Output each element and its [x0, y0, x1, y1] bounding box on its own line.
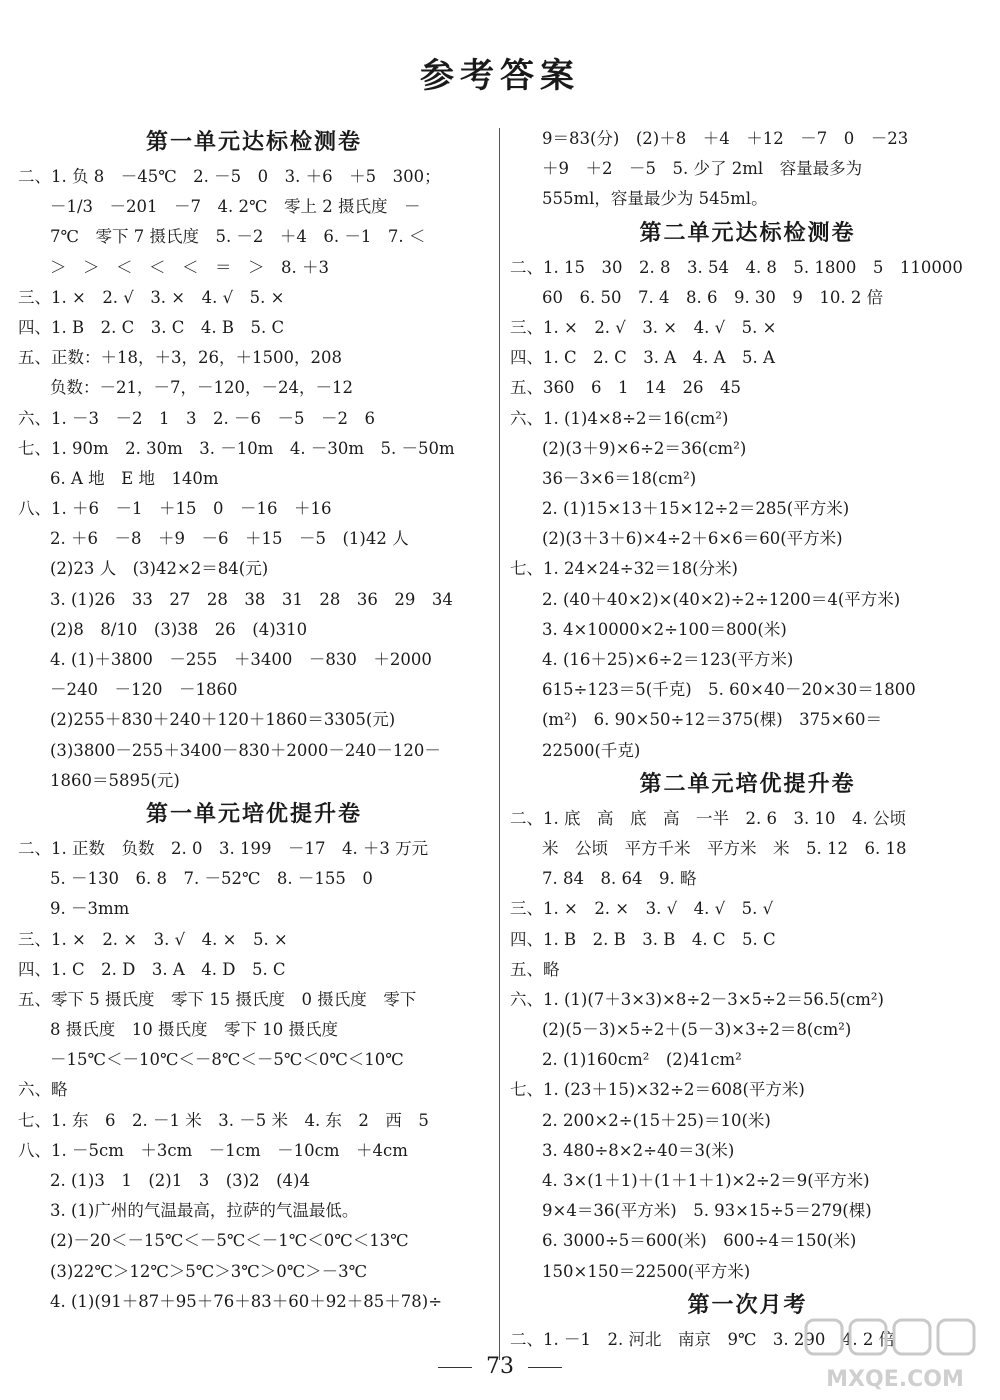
answer-line: 2. (1)15×13＋15×12÷2＝285(平方米)	[542, 499, 850, 519]
answer-line: (2)(3＋9)×6÷2＝36(cm²)	[542, 438, 747, 458]
answer-line: 7. 84 8. 64 9. 略	[542, 869, 697, 889]
answer-line: 8 摄氏度 10 摄氏度 零下 10 摄氏度	[50, 1020, 338, 1040]
answer-line: 2. (1)3 1 (2)1 3 (3)2 (4)4	[50, 1171, 310, 1190]
section-heading: 第二单元达标检测卷	[639, 220, 856, 246]
answer-line: (3)22℃＞12℃＞5℃＞3℃＞0℃＞－3℃	[50, 1261, 368, 1281]
answer-line: 五、略	[510, 959, 560, 979]
answer-line: 9×4＝36(平方米) 5. 93×15÷5＝279(棵)	[542, 1201, 872, 1221]
answer-line: 2. 200×2÷(15＋25)＝10(米)	[542, 1110, 771, 1130]
section-heading: 第二单元培优提升卷	[639, 771, 856, 797]
answer-line: 2. ＋6 －8 ＋9 －6 ＋15 －5 (1)42 人	[50, 529, 409, 549]
answer-line: 三、1. × 2. × 3. √ 4. √ 5. √	[510, 899, 774, 919]
answer-line: 4. 3×(1＋1)＋(1＋1＋1)×2÷2＝9(平方米)	[542, 1171, 870, 1190]
answer-line: 3. (1)广州的气温最高，拉萨的气温最低。	[50, 1201, 359, 1221]
footer-dash-right	[528, 1367, 562, 1368]
watermark-text: MXQE.COM	[826, 1367, 964, 1392]
answer-line: (2)(3＋3＋6)×4÷2＋6×6＝60(平方米)	[542, 529, 843, 549]
answer-line: 9. －3mm	[50, 899, 130, 919]
answer-column-right	[510, 124, 985, 1355]
answer-line: 五、零下 5 摄氏度 零下 15 摄氏度 0 摄氏度 零下	[18, 989, 417, 1009]
answer-line: (2)－20＜－15℃＜－5℃＜－1℃＜0℃＜13℃	[50, 1231, 409, 1251]
answer-line: 4. (1)＋3800 －255 ＋3400 －830 ＋2000	[50, 650, 432, 669]
answer-line: 二、1. 正数 负数 2. 0 3. 199 －17 4. ＋3 万元	[18, 838, 429, 858]
answer-line: 六、略	[18, 1080, 68, 1100]
answer-line: 36－3×6＝18(cm²)	[542, 468, 697, 488]
answer-line: 3. 4×10000×2÷100＝800(米)	[542, 619, 787, 639]
answer-line: (m²) 6. 90×50÷12＝375(棵) 375×60＝	[542, 710, 882, 730]
answer-line: (2)23 人 (3)42×2＝84(元)	[50, 559, 269, 579]
answer-line: 2. (1)160cm² (2)41cm²	[542, 1050, 742, 1070]
answer-line: 60 6. 50 7. 4 8. 6 9. 30 9 10. 2 倍	[542, 287, 884, 307]
answer-line: －240 －120 －1860	[50, 680, 238, 700]
answer-line: (2)8 8/10 (3)38 26 (4)310	[50, 619, 308, 639]
answer-line: 7℃ 零下 7 摄氏度 5. －2 ＋4 6. －1 7. ＜	[50, 227, 426, 247]
answer-line: 4. (1)(91＋87＋95＋76＋83＋60＋92＋85＋78)÷	[50, 1291, 443, 1311]
answer-line: 五、360 6 1 14 26 45	[510, 378, 741, 398]
answer-line: 9＝83(分) (2)＋8 ＋4 ＋12 －7 0 －23	[542, 129, 909, 148]
answer-line: 5. －130 6. 8 7. －52℃ 8. －155 0	[50, 869, 373, 889]
answer-line: 四、1. B 2. B 3. B 4. C 5. C	[510, 929, 776, 949]
watermark-icon	[800, 1314, 990, 1394]
answer-line: ＞ ＞ ＜ ＜ ＜ ＝ ＞ 8. ＋3	[50, 257, 329, 277]
answer-line: －1/3 －201 －7 4. 2℃ 零上 2 摄氏度 －	[50, 197, 421, 217]
page-title: 参考答案	[420, 56, 580, 96]
answer-line: 1860＝5895(元)	[50, 770, 180, 790]
answer-column-left	[18, 124, 490, 1317]
footer-dash-left	[438, 1367, 472, 1368]
answer-line: (3)3800－255＋3400－830＋2000－240－120－	[50, 740, 441, 760]
answer-line: 七、1. 24×24÷32＝18(分米)	[510, 559, 738, 579]
page-number: 73	[486, 1354, 514, 1379]
answer-line: 四、1. C 2. D 3. A 4. D 5. C	[18, 959, 286, 979]
answer-line: 五、正数：＋18，＋3，26，＋1500，208	[18, 348, 342, 368]
section-heading: 第一次月考	[687, 1292, 808, 1318]
watermark-logo	[800, 1314, 990, 1394]
answer-line: 二、1. 负 8 －45℃ 2. －5 0 3. ＋6 ＋5 300；	[18, 167, 441, 186]
answer-line: (2)255＋830＋240＋120＋1860＝3305(元)	[50, 710, 396, 730]
answer-line: 150×150＝22500(平方米)	[542, 1261, 751, 1281]
answer-line: ＋9 ＋2 －5 5. 少了 2ml 容量最多为	[542, 159, 863, 179]
answer-line: 3. (1)26 33 27 28 38 31 28 36 29 34	[50, 589, 453, 609]
answer-line: 6. 3000÷5＝600(米) 600÷4＝150(米)	[542, 1231, 857, 1251]
answer-line: 二、1. 15 30 2. 8 3. 54 4. 8 5. 1800 5 110000	[510, 257, 963, 277]
answer-line: 3. 480÷8×2÷40＝3(米)	[542, 1140, 735, 1160]
answer-line: 三、1. × 2. × 3. √ 4. × 5. ×	[18, 929, 288, 949]
answer-line: 四、1. B 2. C 3. C 4. B 5. C	[18, 317, 285, 337]
answer-line: 22500(千克)	[542, 740, 641, 760]
answer-line: (2)(5－3)×5÷2＋(5－3)×3÷2＝8(cm²)	[542, 1020, 852, 1040]
answer-line: －15℃＜－10℃＜－8℃＜－5℃＜0℃＜10℃	[50, 1050, 404, 1070]
answer-line: 555ml，容量最少为 545ml。	[542, 189, 768, 209]
answer-line: 二、1. 底 高 底 高 一半 2. 6 3. 10 4. 公顷	[510, 808, 906, 828]
answer-line: 八、1. －5cm ＋3cm －1cm －10cm ＋4cm	[18, 1140, 408, 1160]
answer-line: 4. (16＋25)×6÷2＝123(平方米)	[542, 650, 794, 669]
answer-line: 三、1. × 2. √ 3. × 4. √ 5. ×	[510, 317, 777, 337]
answer-line: 八、1. ＋6 －1 ＋15 0 －16 ＋16	[18, 499, 332, 519]
answer-line: 六、1. (1)(7＋3×3)×8÷2－3×5÷2＝56.5(cm²)	[510, 989, 884, 1009]
section-heading: 第一单元达标检测卷	[145, 130, 362, 155]
answer-line: 负数：－21，－7，－120，－24，－12	[50, 378, 353, 398]
answer-line: 四、1. C 2. C 3. A 4. A 5. A	[510, 348, 775, 368]
answer-line: 2. (40＋40×2)×(40×2)÷2÷1200＝4(平方米)	[542, 589, 901, 609]
section-heading: 第一单元培优提升卷	[145, 801, 362, 827]
answer-line: 六、1. －3 －2 1 3 2. －6 －5 －2 6	[18, 408, 375, 428]
column-divider	[499, 128, 500, 1360]
answer-line: 6. A 地 E 地 140m	[50, 468, 219, 488]
answer-line: 六、1. (1)4×8÷2＝16(cm²)	[510, 408, 729, 428]
answer-line: 615÷123＝5(千克) 5. 60×40－20×30＝1800	[542, 680, 916, 700]
answer-line: 米 公顷 平方千米 平方米 米 5. 12 6. 18	[542, 838, 907, 858]
answer-line: 七、1. (23＋15)×32÷2＝608(平方米)	[510, 1080, 805, 1100]
answer-line: 七、1. 东 6 2. －1 米 3. －5 米 4. 东 2 西 5	[18, 1110, 429, 1130]
answer-line: 二、1. －1 2. 河北 南京 9℃ 3. 290 4. 2 倍	[510, 1329, 896, 1349]
answer-line: 七、1. 90m 2. 30m 3. －10m 4. －30m 5. －50m	[18, 438, 455, 458]
answer-line: 三、1. × 2. √ 3. × 4. √ 5. ×	[18, 287, 285, 307]
